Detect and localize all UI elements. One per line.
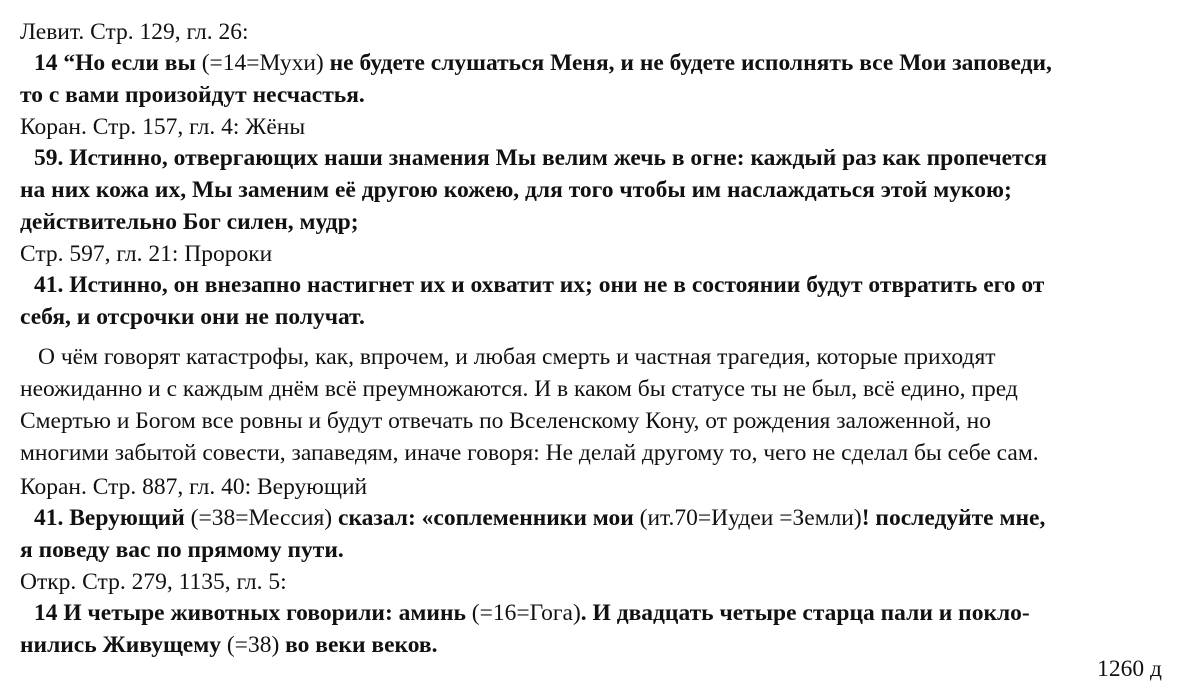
verse-line	[20, 142, 1188, 174]
paragraph-line: Смертью и Богом все ровны и будут отвечать по Вселенскому Кону, от рождения заложенной, но	[20, 408, 991, 434]
verse-segment: нились Живущему	[20, 632, 227, 658]
scripture-quotes-top	[20, 18, 1188, 333]
verse-line	[20, 534, 1188, 566]
verse-text	[20, 142, 1188, 238]
annotation-segment: (=38=Мессия)	[190, 505, 333, 531]
verse-segment: действительно Бог силен, мудр;	[20, 209, 359, 235]
document-page	[20, 18, 1188, 663]
page-number: 1260 д	[1097, 656, 1162, 682]
verse-line	[20, 174, 1188, 206]
verse-text	[20, 502, 1188, 566]
annotation-segment: (=16=Гога)	[471, 600, 581, 626]
verse-line	[20, 502, 1188, 534]
verse-line	[20, 269, 1188, 301]
reference-line: Откр. Стр. 279, 1135, гл. 5:	[20, 569, 287, 595]
verse-text	[20, 47, 1188, 111]
verse-line	[20, 301, 1188, 333]
verse-segment: ! последуйте мне,	[861, 505, 1046, 531]
verse-segment: 14 И четыре животных говорили: аминь	[34, 600, 472, 626]
verse-line	[20, 47, 1188, 79]
verse-segment: 41. Истинно, он внезапно настигнет их и охватит их; они не в состоянии будут отвратить его от	[34, 272, 1045, 298]
paragraph-line: неожиданно и с каждым днём всё преумножаются. И в каком бы статусе ты не был, всё едино, пред	[20, 376, 1018, 402]
scripture-quotes-bottom	[20, 473, 1188, 661]
verse-segment: 59. Истинно, отвергающих наши знамения Мы велим жечь в огне: каждый раз как пропечется	[34, 145, 1048, 171]
annotation-segment: (=38)	[226, 632, 280, 658]
paragraph-line: О чём говорят катастрофы, как, впрочем, и любая смерть и частная трагедия, которые приходят	[38, 344, 996, 370]
verse-segment: . И двадцать четыре старца пали и покло-	[580, 600, 1030, 626]
reference-line: Коран. Стр. 887, гл. 40: Верующий	[20, 474, 368, 500]
verse-segment: я поведу вас по прямому пути.	[20, 537, 344, 563]
verse-line	[20, 629, 1188, 661]
verse-line	[20, 206, 1188, 238]
annotation-segment: (ит.70=Иудеи =Земли)	[639, 505, 862, 531]
verse-segment: 14 “Но если вы	[34, 50, 202, 76]
verse-text	[20, 597, 1188, 661]
commentary-paragraph	[20, 341, 1188, 469]
verse-segment: 41. Верующий	[34, 505, 191, 531]
reference-line: Стр. 597, гл. 21: Пророки	[20, 241, 273, 267]
verse-segment: сказал: «соплеменники мои	[332, 505, 640, 531]
reference-line: Коран. Стр. 157, гл. 4: Жёны	[20, 114, 306, 140]
verse-text	[20, 269, 1188, 333]
verse-line	[20, 597, 1188, 629]
verse-segment: не будете слушаться Меня, и не будете исполнять все Мои заповеди,	[323, 50, 1052, 76]
reference-line: Левит. Стр. 129, гл. 26:	[20, 19, 249, 45]
verse-segment: то с вами произойдут несчастья.	[20, 82, 365, 108]
annotation-segment: (=14=Мухи)	[201, 50, 324, 76]
verse-segment: во веки веков.	[279, 632, 438, 658]
verse-line	[20, 79, 1188, 111]
paragraph-line: многими забытой совести, запаведям, иначе говоря: Не делай другому то, чего не сделал бы себе сам.	[20, 440, 1039, 466]
verse-segment: на них кожа их, Мы заменим её другою кожею, для того чтобы им наслаждаться этой мукою;	[20, 177, 1012, 203]
verse-segment: себя, и отсрочки они не получат.	[20, 304, 365, 330]
